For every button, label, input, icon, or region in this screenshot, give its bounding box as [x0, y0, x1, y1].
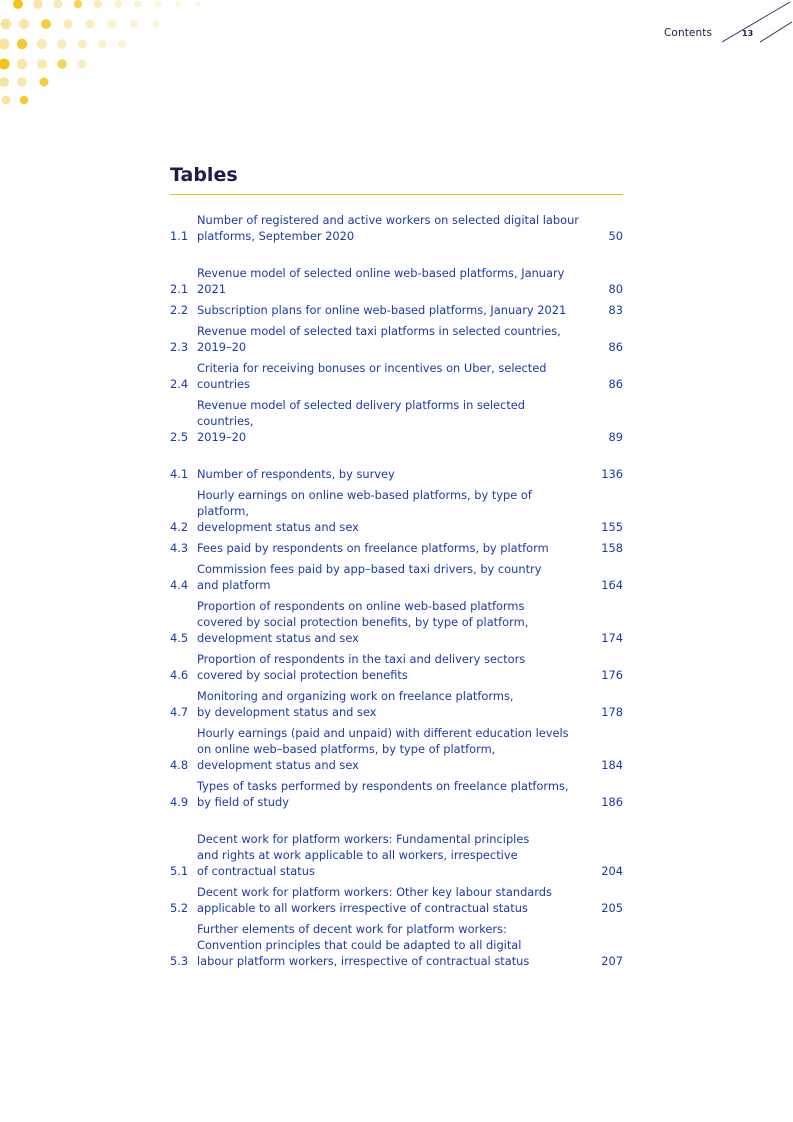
- table-number: 4.9: [170, 795, 189, 809]
- table-number: 2.5: [170, 430, 189, 444]
- toc-entry[interactable]: [170, 323, 623, 355]
- table-number: 4.4: [170, 578, 189, 592]
- table-number: 4.8: [170, 758, 189, 772]
- page-number-link[interactable]: 178: [601, 705, 623, 719]
- table-title-link[interactable]: Fees paid by respondents on freelance platforms, by platform: [197, 541, 549, 555]
- toc-entry[interactable]: [170, 688, 623, 720]
- page-number-link[interactable]: 50: [608, 229, 623, 243]
- table-title-link[interactable]: Revenue model of selected taxi platforms in selected countries, 2019–20: [197, 324, 561, 354]
- toc-entry[interactable]: [170, 487, 623, 535]
- toc-entry[interactable]: [170, 212, 623, 244]
- table-title-link[interactable]: Commission fees paid by app–based taxi drivers, by country and platform: [197, 562, 542, 592]
- page-number-link[interactable]: 86: [608, 377, 623, 391]
- toc-entry[interactable]: [170, 466, 623, 482]
- page-number-link[interactable]: 205: [601, 901, 623, 915]
- toc-entry[interactable]: [170, 921, 623, 969]
- table-number: 2.4: [170, 377, 189, 391]
- toc-entry[interactable]: [170, 540, 623, 556]
- running-header-page-number: 13: [742, 29, 754, 38]
- header-slash-lines: [718, 0, 793, 45]
- table-title-link[interactable]: Further elements of decent work for platform workers: Convention principles that could be adapted to all digital labour platform workers, irrespective of contractual status: [197, 922, 530, 968]
- toc-entry[interactable]: [170, 598, 623, 646]
- table-number: 5.2: [170, 901, 189, 915]
- toc-entry[interactable]: [170, 360, 623, 392]
- table-title-link[interactable]: Types of tasks performed by respondents on freelance platforms, by field of study: [197, 779, 569, 809]
- page-number-link[interactable]: 176: [601, 668, 623, 682]
- table-number: 4.1: [170, 467, 189, 481]
- page-number-link[interactable]: 204: [601, 864, 623, 878]
- page-number-link[interactable]: 207: [601, 954, 623, 968]
- table-number: 5.1: [170, 864, 189, 878]
- table-title-link[interactable]: Decent work for platform workers: Other key labour standards applicable to all workers irrespective of contractual status: [197, 885, 552, 915]
- toc-entry[interactable]: [170, 831, 623, 879]
- table-title-link[interactable]: Decent work for platform workers: Fundamental principles and rights at work applicable to all workers, irrespective of contractual status: [197, 832, 530, 878]
- page-number-link[interactable]: 158: [601, 541, 623, 555]
- toc-entry[interactable]: [170, 265, 623, 297]
- toc-entry[interactable]: [170, 651, 623, 683]
- toc-entry[interactable]: [170, 302, 623, 318]
- table-number: 2.1: [170, 282, 189, 296]
- toc-entry[interactable]: [170, 561, 623, 593]
- page-number-link[interactable]: 164: [601, 578, 623, 592]
- table-title-link[interactable]: Proportion of respondents in the taxi and delivery sectors covered by social protection benefits: [197, 652, 526, 682]
- table-title-link[interactable]: Revenue model of selected online web-based platforms, January 2021: [197, 266, 565, 296]
- page-number-link[interactable]: 174: [601, 631, 623, 645]
- page-number-link[interactable]: 80: [608, 282, 623, 296]
- page-number-link[interactable]: 89: [608, 430, 623, 444]
- table-number: 5.3: [170, 954, 189, 968]
- table-number: 4.7: [170, 705, 189, 719]
- decorative-dot-pattern: [0, 0, 220, 120]
- table-title-link[interactable]: Subscription plans for online web-based platforms, January 2021: [197, 303, 567, 317]
- table-number: 4.6: [170, 668, 189, 682]
- table-title-link[interactable]: Hourly earnings on online web-based platforms, by type of platform, development status and sex: [197, 488, 532, 534]
- table-number: 2.3: [170, 340, 189, 354]
- title-divider: [170, 194, 623, 195]
- running-header-section: Contents: [664, 27, 713, 39]
- toc-entry[interactable]: [170, 778, 623, 810]
- table-number: 4.2: [170, 520, 189, 534]
- page-title: Tables: [170, 164, 238, 186]
- page-number-link[interactable]: 136: [601, 467, 623, 481]
- table-title-link[interactable]: Revenue model of selected delivery platforms in selected countries, 2019–20: [197, 398, 526, 444]
- table-title-link[interactable]: Criteria for receiving bonuses or incentives on Uber, selected countries: [197, 361, 547, 391]
- table-number: 4.5: [170, 631, 189, 645]
- page-number-link[interactable]: 186: [601, 795, 623, 809]
- toc-entry[interactable]: [170, 884, 623, 916]
- table-number: 1.1: [170, 229, 189, 243]
- table-number: 4.3: [170, 541, 189, 555]
- table-title-link[interactable]: Hourly earnings (paid and unpaid) with different education levels on online web–based platforms, by type of platform, development status and sex: [197, 726, 569, 772]
- table-title-link[interactable]: Number of respondents, by survey: [197, 467, 395, 481]
- table-number: 2.2: [170, 303, 189, 317]
- table-title-link[interactable]: Proportion of respondents on online web-based platforms covered by social protection benefits, by type of platform, development status and sex: [197, 599, 529, 645]
- toc-entry[interactable]: [170, 725, 623, 773]
- table-title-link[interactable]: Monitoring and organizing work on freelance platforms, by development status and sex: [197, 689, 514, 719]
- tables-list: [170, 212, 623, 974]
- page-number-link[interactable]: 184: [601, 758, 623, 772]
- page-number-link[interactable]: 86: [608, 340, 623, 354]
- page-number-link[interactable]: 83: [608, 303, 623, 317]
- toc-entry[interactable]: [170, 397, 623, 445]
- table-title-link[interactable]: Number of registered and active workers on selected digital labour platforms, September 2020: [197, 213, 579, 243]
- page-number-link[interactable]: 155: [601, 520, 623, 534]
